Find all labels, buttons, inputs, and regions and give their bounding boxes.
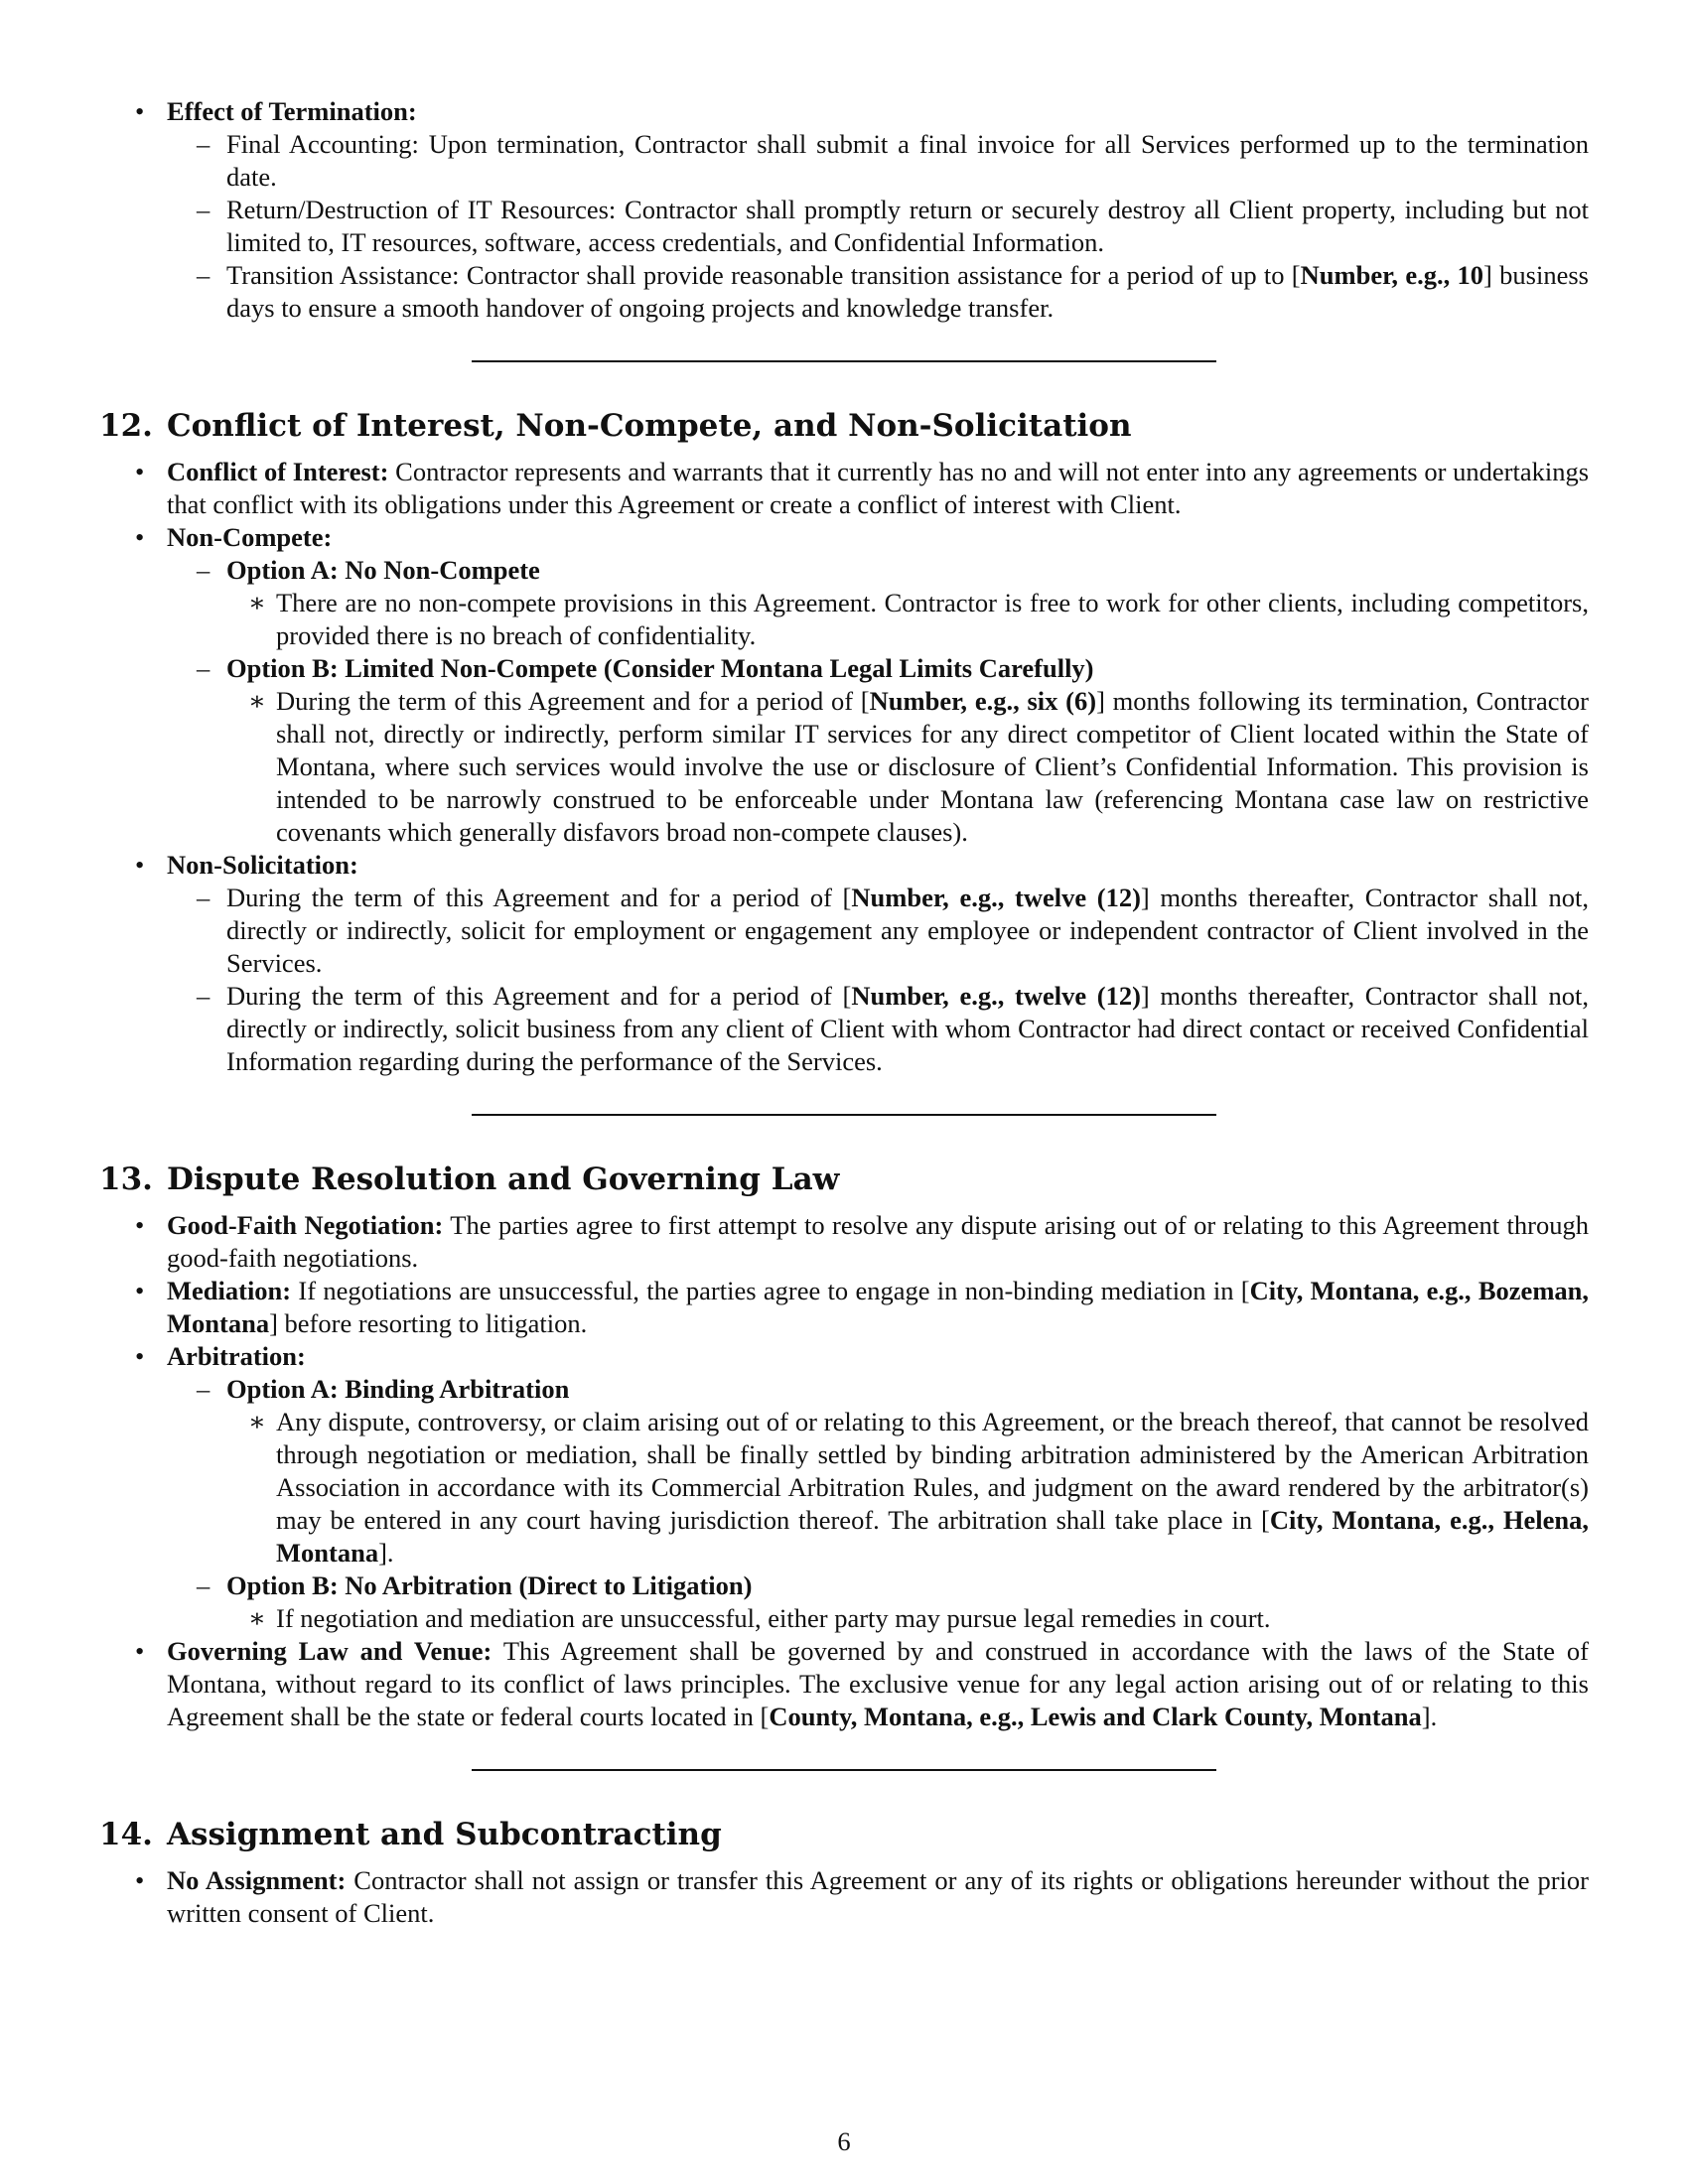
no-assignment-item xyxy=(99,1864,1589,1930)
arbitration-item xyxy=(99,1340,1589,1635)
ns2-post: ] months thereafter, Contractor shall not, directly or indirectly, solicit business from any client of Client with whom Contractor had direct contact or received Confidential Information regarding during the performance of the Services. xyxy=(226,981,1589,1076)
mediation-placeholder: City, Montana, e.g., Bozeman, Montana xyxy=(167,1276,1590,1338)
mediation-post: ] before resorting to litigation. xyxy=(269,1308,588,1338)
ns2-pre: During the term of this Agreement and for a period of [ xyxy=(226,981,852,1011)
arb-option-a-pre: Any dispute, controversy, or claim arising out of or relating to this Agreement, or the breach thereof, that cannot be resolved through negotiation or mediation, shall be finally settled by binding arbitration administered by the American Arbitration Association in accordance with its Commercial Arbitration Rules, and judgment on the award rendered by the arbitrator(s) may be entered in any court having jurisdiction thereof. The arbitration shall take place in [ xyxy=(276,1407,1589,1535)
arb-option-b-text: If negotiation and mediation are unsuccessful, either party may pursue legal remedies in court. xyxy=(276,1603,1271,1633)
final-accounting-item xyxy=(167,128,1589,194)
nc-option-a-text-item xyxy=(226,587,1589,652)
section-title: Dispute Resolution and Governing Law xyxy=(166,1161,840,1197)
arb-option-a-label: Option A: Binding Arbitration xyxy=(226,1374,570,1404)
arb-option-b-text-item xyxy=(226,1602,1589,1635)
return-destruction-item xyxy=(167,194,1589,259)
section-divider xyxy=(472,360,1216,362)
gov-placeholder: County, Montana, e.g., Lewis and Clark County, Montana xyxy=(769,1702,1422,1731)
nc-option-a-text: There are no non-compete provisions in this Agreement. Contractor is free to work for other clients, including competitors, provided there is no breach of confidentiality. xyxy=(276,588,1589,650)
ns2-placeholder: Number, e.g., twelve (12) xyxy=(851,981,1141,1011)
nc-option-b-post: ] months following its termination, Contractor shall not, directly or indirectly, perform similar IT services for any direct competitor of Client located within the State of Montana, where such services would involve the use or disclosure of Client’s Confidential Information. This provision is intended to be narrowly construed to be enforceable under Montana law (referencing Montana case law on restrictive covenants which generally disfavors broad non-compete clauses). xyxy=(276,686,1589,847)
non-compete-label: Non-Compete: xyxy=(167,522,333,552)
mediation-item xyxy=(99,1275,1589,1340)
transition-assistance-item xyxy=(167,259,1589,325)
mediation-pre: If negotiations are unsuccessful, the parties agree to engage in non-binding mediation in [ xyxy=(291,1276,1250,1305)
non-compete-item xyxy=(99,521,1589,849)
no-assignment-label: No Assignment: xyxy=(167,1865,347,1895)
arb-option-a-list xyxy=(226,1406,1589,1570)
arbitration-label: Arbitration: xyxy=(167,1341,306,1371)
gov-label: Governing Law and Venue: xyxy=(167,1636,492,1666)
section-number: 14. xyxy=(99,1817,153,1852)
ns1-post: ] months thereafter, Contractor shall not, directly or indirectly, solicit for employment or engagement any employee or independent contractor of Client involved in the Services. xyxy=(226,883,1589,978)
non-solicitation-label: Non-Solicitation: xyxy=(167,850,358,880)
nc-option-b-label: Option B: Limited Non-Compete (Consider Montana Legal Limits Carefully) xyxy=(226,653,1094,683)
section-number: 13. xyxy=(99,1161,153,1197)
section-14-list xyxy=(99,1864,1589,1930)
conflict-of-interest-item xyxy=(99,456,1589,521)
nc-option-b-text-item xyxy=(226,685,1589,849)
nc-option-a-list xyxy=(226,587,1589,652)
section-12-list xyxy=(99,456,1589,1078)
arb-option-b xyxy=(167,1570,1589,1635)
section-title: Assignment and Subcontracting xyxy=(166,1817,722,1852)
effect-of-termination-label: Effect of Termination: xyxy=(167,96,417,126)
document-body xyxy=(99,95,1589,1930)
coi-text: Contractor represents and warrants that it currently has no and will not enter into any agreements or undertakings that conflict with its obligations under this Agreement or create a conflict of interest with Client. xyxy=(167,457,1590,519)
arb-option-b-list xyxy=(226,1602,1589,1635)
arb-option-a-placeholder: City, Montana, e.g., Helena, Montana xyxy=(276,1505,1589,1568)
gov-pre: This Agreement shall be governed by and construed in accordance with the laws of the State of Montana, without regard to its conflict of laws principles. The exclusive venue for any legal action arising out of or relating to this Agreement shall be the state or federal courts located in [ xyxy=(167,1636,1589,1731)
page-number: 6 xyxy=(837,2126,851,2156)
nc-option-b xyxy=(167,652,1589,849)
transition-text-pre: Transition Assistance: Contractor shall provide reasonable transition assistance for a period of up to [ xyxy=(226,260,1301,290)
nc-option-b-list xyxy=(226,685,1589,849)
effect-sublist xyxy=(167,128,1589,325)
termination-effects-list xyxy=(99,95,1589,325)
non-solicitation-item xyxy=(99,849,1589,1078)
coi-label: Conflict of Interest: xyxy=(167,457,389,486)
final-accounting-text: Final Accounting: Upon termination, Contractor shall submit a final invoice for all Services performed up to the termination date. xyxy=(226,129,1589,192)
nc-option-a-label: Option A: No Non-Compete xyxy=(226,555,540,585)
section-title: Conflict of Interest, Non-Compete, and Non-Solicitation xyxy=(166,408,1132,444)
section-13-heading xyxy=(99,1160,1589,1199)
non-compete-options xyxy=(167,554,1589,849)
arb-option-a xyxy=(167,1373,1589,1570)
ns1-pre: During the term of this Agreement and for a period of [ xyxy=(226,883,852,912)
nc-option-b-pre: During the term of this Agreement and for a period of [ xyxy=(276,686,870,716)
ns-clients-item xyxy=(167,980,1589,1078)
section-divider xyxy=(472,1114,1216,1116)
non-solicitation-list xyxy=(167,882,1589,1078)
good-faith-item xyxy=(99,1209,1589,1275)
transition-placeholder: Number, e.g., 10 xyxy=(1300,260,1484,290)
list-item-effect-of-termination xyxy=(99,95,1589,325)
section-13-list xyxy=(99,1209,1589,1733)
nc-option-a xyxy=(167,554,1589,652)
no-assignment-text: Contractor shall not assign or transfer this Agreement or any of its rights or obligations hereunder without the prior written consent of Client. xyxy=(167,1865,1589,1928)
gov-post: ]. xyxy=(1421,1702,1438,1731)
section-12-heading xyxy=(99,406,1589,446)
arb-option-a-post: ]. xyxy=(378,1538,394,1568)
gfn-label: Good-Faith Negotiation: xyxy=(167,1210,444,1240)
section-14-heading xyxy=(99,1815,1589,1854)
mediation-label: Mediation: xyxy=(167,1276,292,1305)
arb-option-b-label: Option B: No Arbitration (Direct to Litigation) xyxy=(226,1570,753,1600)
ns-employees-item xyxy=(167,882,1589,980)
transition-text-post: ] business days to ensure a smooth handover of ongoing projects and knowledge transfer. xyxy=(226,260,1589,323)
governing-law-item xyxy=(99,1635,1589,1733)
gfn-text: The parties agree to first attempt to resolve any dispute arising out of or relating to this Agreement through good-faith negotiations. xyxy=(167,1210,1589,1273)
ns1-placeholder: Number, e.g., twelve (12) xyxy=(851,883,1141,912)
section-divider xyxy=(472,1769,1216,1771)
nc-option-b-placeholder: Number, e.g., six (6) xyxy=(869,686,1097,716)
return-destruction-text: Return/Destruction of IT Resources: Contractor shall promptly return or securely destroy all Client property, including but not limited to, IT resources, software, access credentials, and Confidential Information. xyxy=(226,195,1589,257)
arb-option-a-text-item xyxy=(226,1406,1589,1570)
section-number: 12. xyxy=(99,408,153,444)
arbitration-options xyxy=(167,1373,1589,1635)
